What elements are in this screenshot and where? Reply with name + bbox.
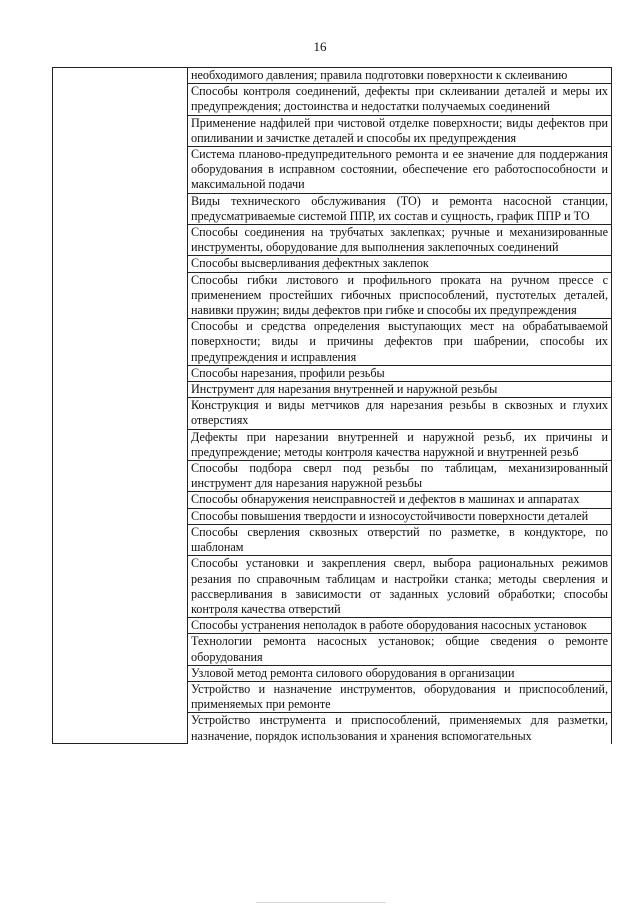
table-cell: Способы и средства определения выступающих мест на обрабатываемой поверхности; виды и причины дефектов при шабрении, способы их предупреждения и исправления [188,319,612,366]
table-cell: Система планово-предупредительного ремонта и ее значение для поддержания оборудования в исправном состоянии, обеспечение его работоспособности и максимальной подачи [188,147,612,194]
table-cell: необходимого давления; правила подготовки поверхности к склеиванию [188,68,612,84]
table-cell: Способы устранения неполадок в работе оборудования насосных установок [188,618,612,634]
table-cell: Способы контроля соединений, дефекты при склеивании деталей и меры их предупреждения; достоинства и недостатки получаемых соединений [188,84,612,115]
table-row [53,68,612,84]
table-cell: Способы высверливания дефектных заклепок [188,256,612,272]
content-table [52,67,612,744]
table-cell: Конструкция и виды метчиков для нарезания резьбы в сквозных и глухих отверстиях [188,398,612,429]
table-cell: Способы повышения твердости и износоустойчивости поверхности деталей [188,508,612,524]
table-cell: Способы подбора сверл под резьбы по таблицам, механизированный инструмент для нарезания наружной резьбы [188,461,612,492]
left-column-cell [53,68,188,744]
table-cell: Способы соединения на трубчатых заклепках; ручные и механизированные инструменты, оборудование для выполнения заклепочных соединений [188,225,612,256]
table-cell: Технологии ремонта насосных установок; общие сведения о ремонте оборудования [188,634,612,665]
scan-artifact-line [256,902,386,903]
table-cell: Способы сверления сквозных отверстий по разметке, в кондукторе, по шаблонам [188,524,612,555]
table-cell: Устройство и назначение инструментов, оборудования и приспособлений, применяемых при ремонте [188,681,612,712]
table-cell: Инструмент для нарезания внутренней и наружной резьбы [188,382,612,398]
table-cell: Виды технического обслуживания (ТО) и ремонта насосной станции, предусматриваемые системой ППР, их состав и сущность, график ППР и ТО [188,193,612,224]
table-cell: Способы установки и закрепления сверл, выбора рациональных режимов резания по справочным таблицам и настройки станка; методы сверления и рассверливания в зависимости от заданных условий обработки; способы контроля качества отверстий [188,556,612,618]
table-cell: Способы нарезания, профили резьбы [188,365,612,381]
table-cell: Устройство инструмента и приспособлений, применяемых для разметки, назначение, порядок использования и хранения вспомогательных [188,713,612,744]
table-cell: Способы гибки листового и профильного проката на ручном прессе с применением простейших гибочных приспособлений, пустотелых деталей, навивки пружин; виды дефектов при гибке и способы их предупреждения [188,272,612,319]
table-cell: Способы обнаружения неисправностей и дефектов в машинах и аппаратах [188,492,612,508]
table-cell: Узловой метод ремонта силового оборудования в организации [188,665,612,681]
table-cell: Применение надфилей при чистовой отделке поверхности; виды дефектов при опиливании и зачистке деталей и способы их предупреждения [188,115,612,146]
page-number: 16 [313,39,327,54]
table-cell: Дефекты при нарезании внутренней и наружной резьб, их причины и предупреждение; методы контроля качества наружной и внутренней резьб [188,429,612,460]
